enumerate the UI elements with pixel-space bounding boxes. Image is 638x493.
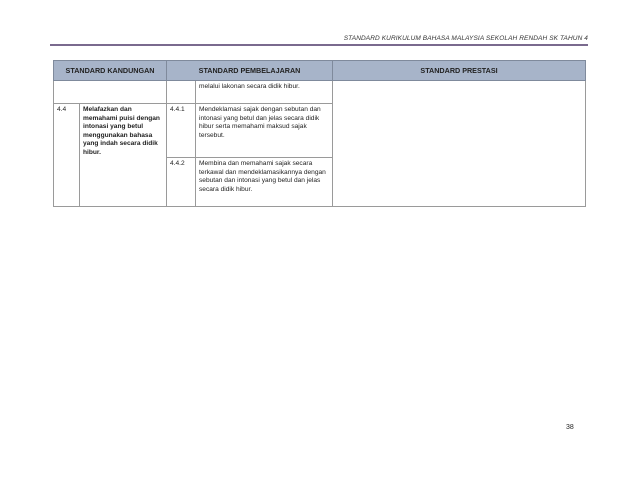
column-header-standard-pembelajaran: STANDARD PEMBELAJARAN [167,61,333,81]
empty-code-cell [167,81,196,104]
pembelajaran-text: Mendeklamasi sajak dengan sebutan dan intonasi yang betul dan jelas secara didik hibur serta memahami maksud sajak tersebut. [196,104,333,158]
pembelajaran-code: 4.4.1 [167,104,196,158]
header-divider [50,44,588,46]
page-number: 38 [566,424,574,431]
table-row [54,81,586,104]
kandungan-text: Melafazkan dan memahami puisi dengan intonasi yang betul menggunakan bahasa yang indah secara didik hibur. [80,104,167,207]
continuation-text: melalui lakonan secara didik hibur. [196,81,333,104]
empty-kandungan-cell [54,81,167,104]
standard-prestasi-cell [333,81,586,207]
column-header-standard-kandungan: STANDARD KANDUNGAN [54,61,167,81]
pembelajaran-text: Membina dan memahami sajak secara terkawal dan mendeklamasikannya dengan sebutan dan intonasi yang betul dan jelas secara didik hibur. [196,158,333,207]
curriculum-table [53,60,586,207]
kandungan-code: 4.4 [54,104,80,207]
pembelajaran-code: 4.4.2 [167,158,196,207]
document-header-title: STANDARD KURIKULUM BAHASA MALAYSIA SEKOLAH RENDAH SK TAHUN 4 [343,35,588,42]
table-header-row [54,61,586,81]
column-header-standard-prestasi: STANDARD PRESTASI [333,61,586,81]
